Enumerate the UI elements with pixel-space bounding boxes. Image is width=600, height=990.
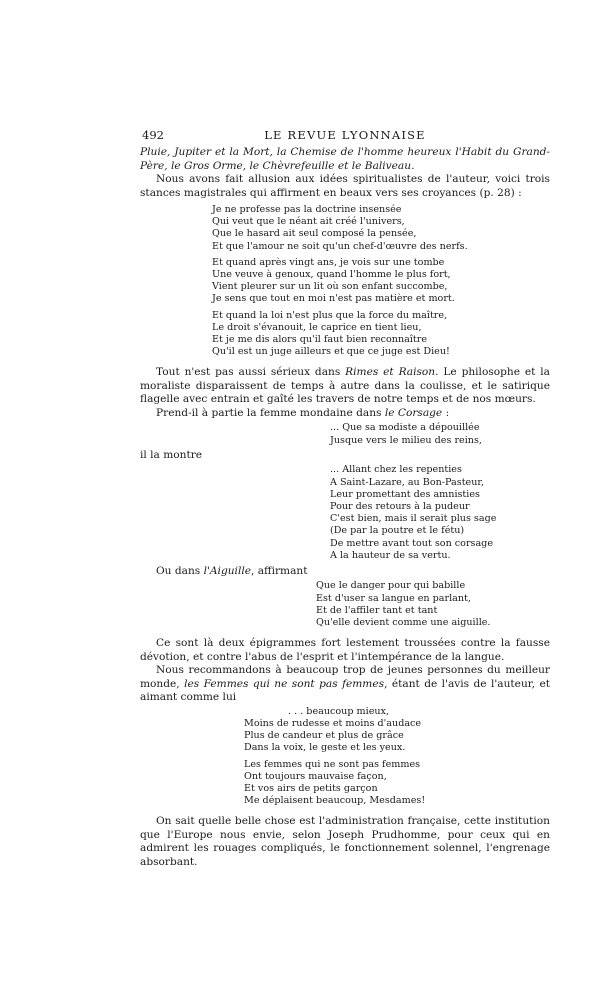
verse-line: Vient pleurer sur un lit où son enfant succombe,	[212, 281, 448, 293]
verse-line: De mettre avant tout son corsage	[330, 537, 494, 549]
verse-line: Les femmes qui ne sont pas femmes	[244, 758, 421, 770]
verse-line: Qui veut que le néant ait créé l'univers,	[212, 216, 405, 228]
paragraph-montre: il la montre	[140, 448, 203, 461]
verse-line: A Saint-Lazare, au Bon-Pasteur,	[330, 476, 484, 488]
verse-line: C'est bien, mais il serait plus sage	[330, 513, 497, 525]
text-run: Nous recommandons à beaucoup trop de jeunes personnes du meilleur monde,	[140, 664, 550, 690]
verse-line: ... Que sa modiste a dépouillée	[330, 422, 480, 434]
verse-line: Dans la voix, le geste et les yeux.	[244, 742, 406, 754]
verse-line: Et de l'affiler tant et tant	[316, 604, 438, 616]
text-run: Ou dans	[156, 564, 204, 577]
poem-stanza-4	[140, 422, 550, 446]
verse-line: Et quand la loi n'est plus que la force du maître,	[212, 309, 448, 321]
poem-stanza-1	[140, 204, 550, 358]
paragraph-rimes	[140, 366, 550, 407]
poem-title: l'Aiguille	[203, 564, 251, 577]
running-title: LE REVUE LYONNAISE	[264, 128, 426, 142]
poem-stanza-6	[140, 580, 550, 629]
text-run: , affirmant	[251, 564, 308, 577]
text-run: . Le philosophe et la moraliste disparaissent de temps à autre dans la coulisse, et le satirique flagelle avec entrain et gaîté les travers de notre temps et de nos mœurs.	[140, 366, 550, 406]
verse-line: Leur promettant des amnisties	[330, 488, 480, 500]
book-title: Rimes et Raison	[345, 366, 436, 379]
verse-line: Et que l'amour ne soit qu'un chef-d'œuvre des nerfs.	[212, 240, 468, 252]
paragraph-recommandons	[140, 664, 550, 705]
poem-stanza-7	[140, 706, 550, 808]
verse-line: Est d'user sa langue en parlant,	[316, 592, 471, 604]
paragraph-aiguille	[140, 565, 550, 579]
verse-line: . . . beaucoup mieux,	[288, 705, 390, 717]
verse-line: Une veuve à genoux, quand l'homme le plus fort,	[212, 269, 451, 281]
text-run: :	[442, 406, 450, 419]
paragraph-administration: On sait quelle belle chose est l'administration française, cette institution que l'Europe nous envie, selon Joseph Prudhomme, pour ceux qui en admirent les rouages compliqués, le fonctionnement solennel, l'engrenage absorbant.	[140, 815, 550, 868]
verse-line: Me déplaisent beaucoup, Mesdames!	[244, 795, 426, 807]
paragraph-epigrammes: Ce sont là deux épigrammes fort lestement troussées contre la fausse dévotion, et contre l'abus de l'esprit et l'intempérance de la langue.	[140, 637, 550, 663]
verse-line: Jusque vers le milieu des reins,	[330, 434, 482, 446]
verse-line: ... Allant chez les repenties	[330, 464, 462, 476]
text-run: Tout n'est pas aussi sérieux dans	[156, 366, 346, 379]
paragraph-corsage	[140, 407, 550, 421]
titles-italic-2: l'Habit du Grand-Père, le Gros Orme, le Chèvrefeuille et le Baliveau.	[140, 146, 551, 172]
verse-line: Moins de rudesse et moins d'audace	[244, 717, 422, 729]
verse-line: Pour des retours à la pudeur	[330, 500, 470, 512]
verse-line: Et vos airs de petits garçon	[244, 783, 378, 794]
verse-line: Qu'il est un juge ailleurs et que ce juge est Dieu!	[212, 346, 450, 358]
paragraph-allusion: Nous avons fait allusion aux idées spiritualistes de l'auteur, voici trois stances magistrales qui affirment en beaux vers ses croyances (p. 28) :	[140, 173, 550, 199]
verse-line: (De par la poutre et le fétu)	[330, 525, 465, 537]
paragraph-titles	[140, 146, 550, 173]
verse-line: Je ne professe pas la doctrine insensée	[212, 204, 402, 215]
verse-line: Et je me dis alors qu'il faut bien reconnaître	[212, 334, 428, 346]
verse-line: Et quand après vingt ans, je vois sur une tombe	[212, 256, 445, 268]
running-header	[140, 128, 550, 144]
verse-line: Qu'elle devient comme une aiguille.	[316, 617, 491, 629]
titles-italic: Pluie, Jupiter et la Mort, la Chemise de l'homme heureux	[140, 146, 452, 158]
verse-line: Plus de candeur et plus de grâce	[244, 730, 404, 742]
verse-line: Je sens que tout en moi n'est pas matière et mort.	[212, 293, 455, 305]
page-content	[140, 128, 550, 869]
verse-line: Ont toujours mauvaise façon,	[244, 770, 387, 782]
verse-line: Que le danger pour qui babille	[316, 580, 466, 592]
verse-line: Que le hasard ait seul composé la pensée,	[212, 228, 417, 240]
verse-line: Le droit s'évanouit, le caprice en tient lieu,	[212, 321, 422, 333]
text-run: Prend-il à partie la femme mondaine dans	[156, 406, 385, 419]
poem-stanza-5	[140, 464, 550, 562]
text-run: , étant de l'avis de l'auteur, et aimant comme lui	[140, 677, 550, 704]
poem-title: les Femmes qui ne sont pas femmes	[184, 677, 385, 690]
page-number: 492	[142, 128, 164, 142]
verse-line: A la hauteur de sa vertu.	[330, 549, 451, 561]
poem-title: le Corsage	[384, 406, 443, 419]
